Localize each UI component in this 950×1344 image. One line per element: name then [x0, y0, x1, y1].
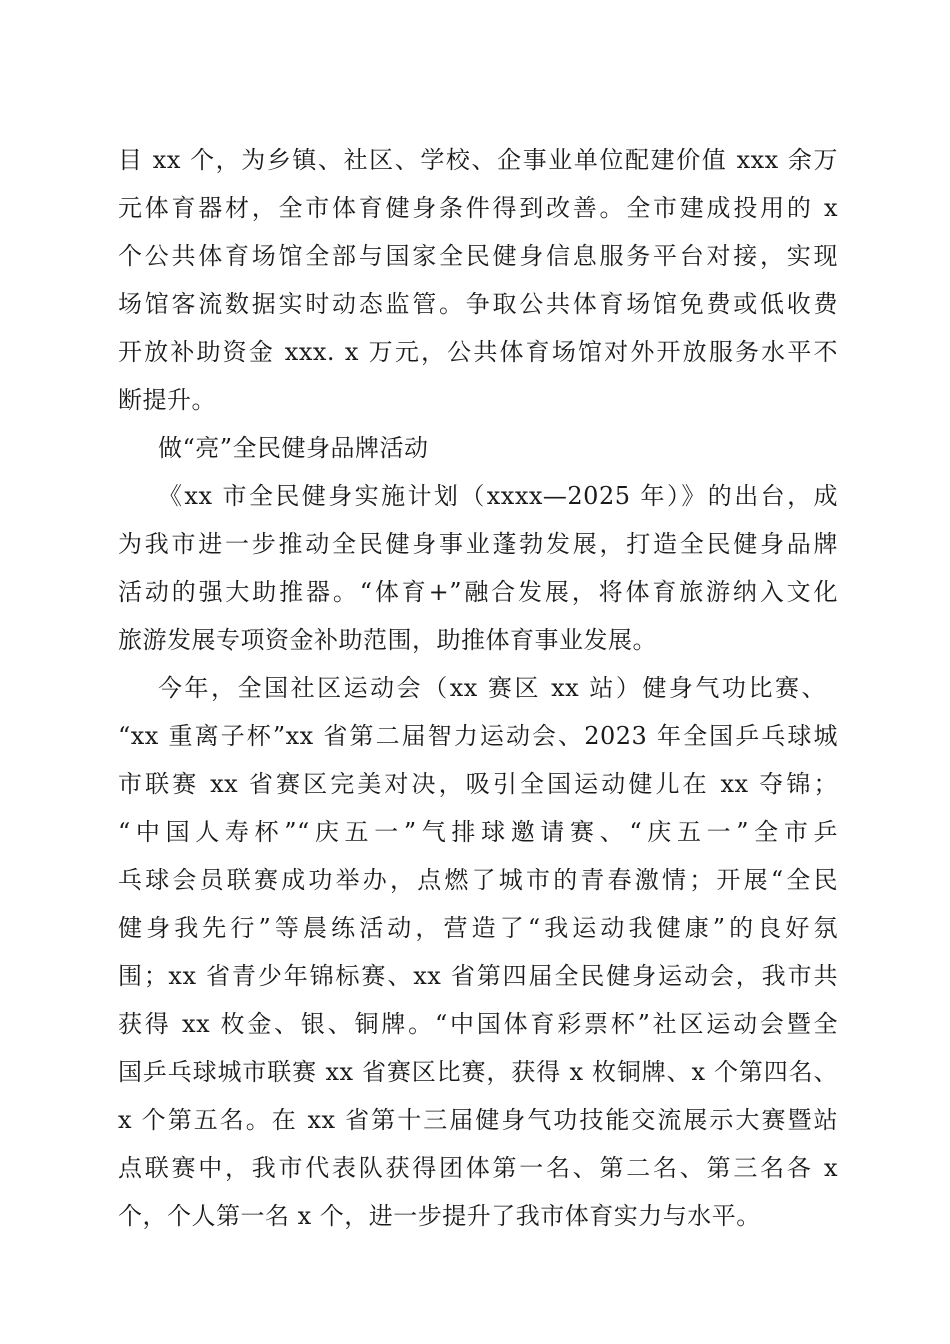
text-line: “xx 重离子杯”xx 省第二届智力运动会、2023 年全国乒乓球城	[118, 722, 838, 750]
text-line: 点联赛中，我市代表队获得团体第一名、第二名、第三名各 x	[118, 1154, 838, 1182]
text-line: 围；xx 省青少年锦标赛、xx 省第四届全民健身运动会，我市共	[118, 962, 838, 990]
text-line: 断提升。	[118, 386, 216, 414]
text-line: 健身我先行”等晨练活动，营造了“我运动我健康”的良好氛	[118, 914, 838, 942]
text-line: 乓球会员联赛成功举办，点燃了城市的青春激情；开展“全民	[118, 866, 838, 894]
text-line: 国乒乓球城市联赛 xx 省赛区比赛，获得 x 枚铜牌、x 个第四名、	[118, 1058, 838, 1086]
text-line: 今年，全国社区运动会（xx 赛区 xx 站）健身气功比赛、	[158, 674, 826, 702]
text-line: 为我市进一步推动全民健身事业蓬勃发展，打造全民健身品牌	[118, 530, 838, 558]
text-line: 元体育器材，全市体育健身条件得到改善。全市建成投用的 x	[118, 194, 838, 222]
text-line: 个，个人第一名 x 个，进一步提升了我市体育实力与水平。	[118, 1202, 761, 1230]
text-line: 《xx 市全民健身实施计划（xxxx—2025 年）》的出台，成	[158, 482, 838, 510]
text-line: 市联赛 xx 省赛区完美对决，吸引全国运动健儿在 xx 夺锦；	[118, 770, 838, 798]
text-line: “中国人寿杯”“庆五一”气排球邀请赛、“庆五一”全市乒	[118, 818, 838, 846]
text-line: 旅游发展专项资金补助范围，助推体育事业发展。	[118, 626, 657, 654]
text-line: 开放补助资金 xxx. x 万元，公共体育场馆对外开放服务水平不	[118, 338, 838, 366]
text-line: x 个第五名。在 xx 省第十三届健身气功技能交流展示大赛暨站	[118, 1106, 838, 1134]
text-line: 目 xx 个，为乡镇、社区、学校、企事业单位配建价值 xxx 余万	[118, 146, 838, 174]
text-line: 获得 xx 枚金、银、铜牌。“中国体育彩票杯”社区运动会暨全	[118, 1010, 838, 1038]
text-line: 活动的强大助推器。“体育+”融合发展，将体育旅游纳入文化	[118, 578, 838, 606]
section-heading: 做“亮”全民健身品牌活动	[158, 434, 429, 462]
text-line: 场馆客流数据实时动态监管。争取公共体育场馆免费或低收费	[118, 290, 838, 318]
text-line: 个公共体育场馆全部与国家全民健身信息服务平台对接，实现	[118, 242, 838, 270]
